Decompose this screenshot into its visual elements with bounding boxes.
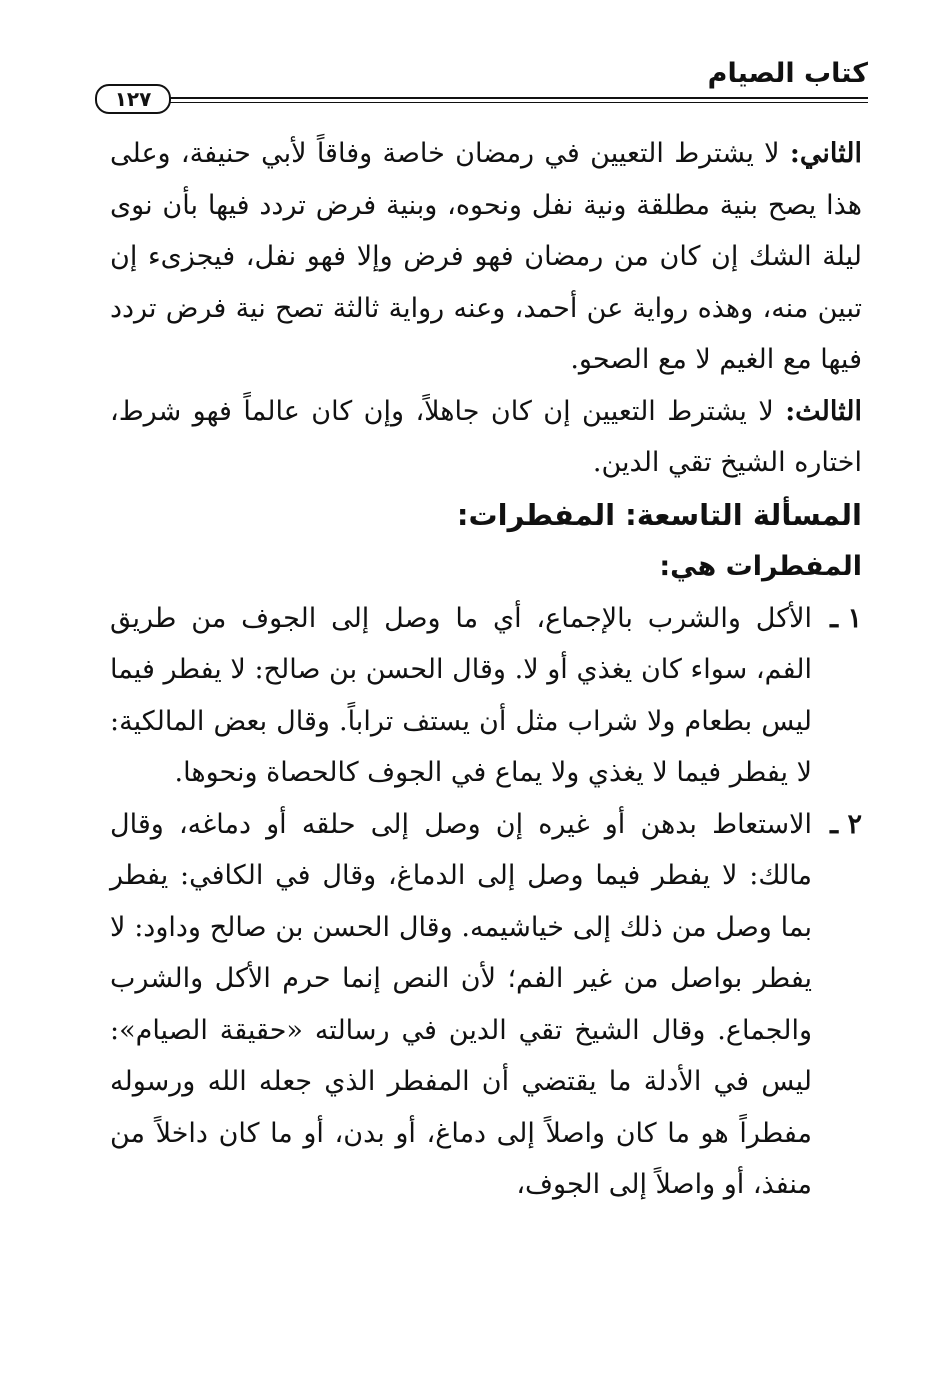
list-item-number: ٢ ـ <box>830 808 862 840</box>
subheading: المفطرات هي: <box>659 550 862 582</box>
page-body <box>110 128 862 1211</box>
paragraph-lead: الثاني: <box>789 138 862 169</box>
list-item <box>110 799 862 1211</box>
list-item-text: الاستعاط بدهن أو غيره إن وصل إلى حلقه أو دماغه، وقال مالك: لا يفطر فيما وصل إلى الدماغ، وقال في الكافي: يفطر بما وصل من ذلك إلى خياشيمه. وقال الحسن بن صالح وداود: لا يفطر بواصل من غير الفم؛ لأن النص إنما حرم الأكل والشرب والجماع. وقال الشيخ تقي الدين في رسالته «حقيقة الصيام»: ليس في الأدلة ما يقتضي أن المفطر الذي جعله الله ورسوله مفطراً هو ما كان واصلاً إلى دماغ، أو بدن، أو ما كان داخلاً من منفذ، أو واصلاً إلى الجوف، <box>110 808 812 1200</box>
header-rule <box>165 97 868 103</box>
list-item-text: الأكل والشرب بالإجماع، أي ما وصل إلى الجوف من طريق الفم، سواء كان يغذي أو لا. وقال الحسن بن صالح: لا يفطر فيما ليس بطعام ولا شراب مثل أن يستف تراباً. وقال بعض المالكية: لا يفطر فيما لا يغذي ولا يماع في الجوف كالحصاة ونحوها. <box>110 602 812 788</box>
paragraph-text: لا يشترط التعيين في رمضان خاصة وفاقاً لأبي حنيفة، وعلى هذا يصح بنية مطلقة ونية نفل ونحوه، وبنية فرض تردد فيها بأن نوى ليلة الشك إن كان من رمضان فهو فرض وإلا فهو نفل، فيجزىء إن تبين منه، وهذه رواية عن أحمد، وعنه رواية ثالثة تصح نية فرض تردد فيها مع الغيم لا مع الصحو. <box>110 138 862 375</box>
list-item <box>110 593 862 799</box>
page-header <box>95 48 868 118</box>
page-number: ١٢٧ <box>95 84 171 114</box>
paragraph-second <box>110 128 862 386</box>
list-item-number: ١ ـ <box>830 602 862 634</box>
paragraph-text: لا يشترط التعيين إن كان جاهلاً، وإن كان عالماً فهو شرط، اختاره الشيخ تقي الدين. <box>110 395 862 478</box>
section-heading: المسألة التاسعة: المفطرات: <box>456 497 862 532</box>
running-title: كتاب الصيام <box>707 58 868 89</box>
paragraph-lead: الثالث: <box>785 395 862 427</box>
paragraph-third <box>110 386 862 489</box>
